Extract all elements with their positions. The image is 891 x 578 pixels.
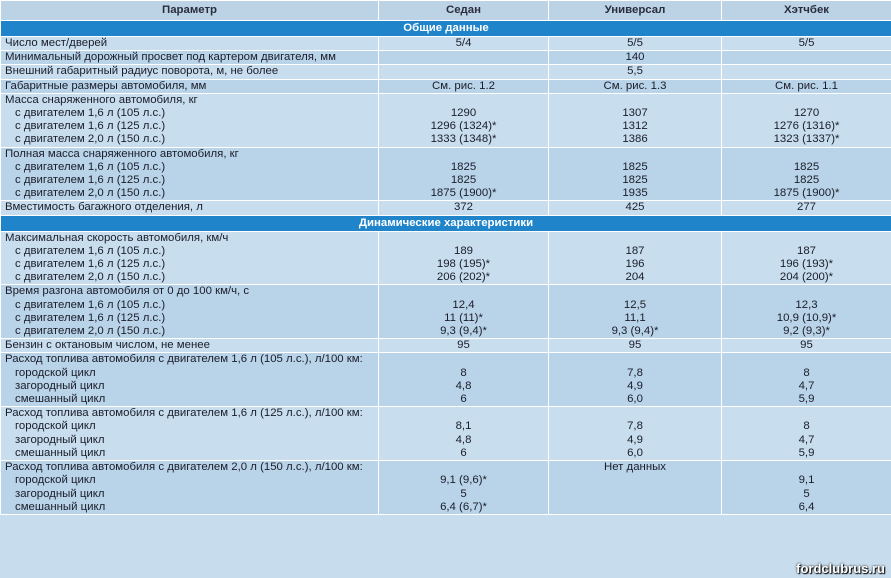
parameter-cell (1, 285, 379, 339)
value: 1323 (1337)* (773, 133, 840, 146)
value: 4,7 (798, 379, 815, 392)
value (726, 407, 887, 420)
value: 196 (193)* (779, 258, 834, 271)
wagon-value-cell (549, 93, 722, 147)
value: 204 (625, 271, 645, 284)
empty-cell (379, 51, 549, 65)
parameter-cell (1, 51, 379, 65)
parameter-cell (1, 231, 379, 285)
common-value-cell (549, 65, 722, 79)
header-parameter: Параметр (1, 1, 379, 21)
value: 9,2 (9,3)* (783, 325, 830, 338)
value: 9,3 (9,4)* (611, 325, 659, 338)
parameter-sub-label: с двигателем 1,6 л (105 л.с.) (15, 107, 166, 120)
wagon-value-cell (549, 407, 722, 461)
value: 6,0 (627, 393, 643, 406)
value: 187 (796, 244, 816, 257)
parameter-sub-label: городской цикл (15, 474, 96, 487)
sedan-value-cell (379, 461, 549, 515)
sedan-value-cell (379, 407, 549, 461)
value: 4,8 (455, 433, 472, 446)
value: 187 (625, 244, 645, 257)
header-row (1, 1, 891, 21)
value: 11 (11)* (444, 311, 483, 324)
sedan-value-cell (379, 93, 549, 147)
parameter-cell (1, 201, 379, 215)
value: 6 (460, 393, 467, 406)
value: 425 (625, 201, 645, 214)
value: 1296 (1324)* (430, 120, 497, 133)
parameter-cell (1, 147, 379, 201)
value: 1825 (450, 174, 477, 187)
wagon-value-cell (549, 201, 722, 215)
table-row (1, 353, 891, 407)
value (383, 353, 544, 366)
value (726, 232, 887, 245)
value (553, 501, 717, 514)
table-row (1, 407, 891, 461)
parameter-sub-label: смешанный цикл (15, 393, 106, 406)
value (553, 285, 717, 298)
value (726, 353, 887, 366)
parameter-cell (1, 407, 379, 461)
sedan-value-cell (379, 147, 549, 201)
hatchback-value-cell (722, 407, 891, 461)
value: 372 (453, 201, 473, 214)
value: 204 (200)* (779, 271, 834, 284)
value: 1386 (622, 133, 648, 146)
table-row (1, 339, 891, 353)
empty-cell (722, 65, 891, 79)
value: 5 (803, 487, 810, 500)
parameter-label: Масса снаряженного автомобиля, кг (5, 93, 198, 106)
value (726, 148, 887, 161)
value: 1825 (622, 160, 648, 173)
parameter-sub-label: с двигателем 2,0 л (150 л.с.) (15, 133, 166, 146)
value: 4,9 (627, 433, 643, 446)
value (383, 232, 544, 245)
value: 189 (453, 244, 473, 257)
hatchback-value-cell (722, 37, 891, 51)
parameter-sub-label: с двигателем 2,0 л (150 л.с.) (15, 187, 166, 200)
value (553, 94, 717, 107)
value: 140 (625, 51, 645, 64)
parameter-cell (1, 79, 379, 93)
parameter-sub-label: с двигателем 2,0 л (150 л.с.) (15, 271, 166, 284)
table-row (1, 79, 891, 93)
value (553, 488, 717, 501)
wagon-value-cell (549, 37, 722, 51)
value: 95 (800, 339, 813, 352)
parameter-cell (1, 37, 379, 51)
parameter-sub-label: загородный цикл (15, 487, 105, 500)
wagon-value-cell (549, 339, 722, 353)
table-row (1, 93, 891, 147)
hatchback-value-cell (722, 201, 891, 215)
value: 1276 (1316)* (773, 120, 840, 133)
parameter-label: Минимальный дорожный просвет под картером двигателя, мм (5, 51, 336, 64)
value: 4,9 (627, 379, 643, 392)
value: 10,9 (10,9)* (776, 311, 837, 324)
header-sedan: Седан (379, 1, 549, 21)
value: 7,8 (627, 420, 643, 433)
parameter-sub-label: с двигателем 1,6 л (105 л.с.) (15, 160, 166, 173)
value: 4,8 (455, 379, 472, 392)
value: 5/5 (798, 37, 815, 49)
value: 95 (628, 339, 642, 352)
value: 1825 (793, 174, 820, 187)
parameter-cell (1, 65, 379, 79)
hatchback-value-cell (722, 231, 891, 285)
hatchback-value-cell (722, 353, 891, 407)
value: 9,1 (9,6)* (440, 474, 487, 487)
hatchback-value-cell (722, 93, 891, 147)
wagon-value-cell (549, 285, 722, 339)
parameter-sub-label: с двигателем 1,6 л (105 л.с.) (15, 244, 166, 257)
parameter-sub-label: с двигателем 1,6 л (105 л.с.) (15, 298, 166, 311)
wagon-value-cell (549, 79, 722, 93)
value (726, 94, 887, 107)
wagon-value-cell (549, 147, 722, 201)
value: 1270 (793, 107, 820, 120)
value: См. рис. 1.3 (603, 79, 667, 92)
parameter-label: Вместимость багажного отделения, л (5, 201, 203, 214)
value (553, 474, 717, 487)
section-title: Общие данные (1, 21, 891, 37)
value (726, 461, 887, 474)
specs-body (1, 21, 891, 515)
empty-cell (722, 51, 891, 65)
value: См. рис. 1.1 (775, 79, 838, 92)
value: 5/5 (627, 37, 643, 49)
value: 8 (803, 366, 810, 379)
parameter-sub-label: с двигателем 1,6 л (125 л.с.) (15, 258, 166, 271)
common-value-cell (549, 51, 722, 65)
value: 1825 (622, 174, 648, 187)
value: 6,4 (6,7)* (440, 500, 487, 513)
value: 5/4 (455, 37, 472, 49)
value (726, 285, 887, 298)
parameter-label: Число мест/дверей (5, 37, 108, 49)
sedan-value-cell (379, 37, 549, 51)
value: 5,9 (798, 446, 815, 459)
parameter-label: Габаритные размеры автомобиля, мм (5, 79, 207, 92)
parameter-cell (1, 93, 379, 147)
value: 6 (460, 446, 467, 459)
parameter-label: Расход топлива автомобиля с двигателем 1,6 л (105 л.с.), л/100 км: (5, 353, 363, 366)
value: 196 (625, 258, 645, 271)
value: 8 (460, 366, 467, 379)
table-row (1, 231, 891, 285)
value: 5,9 (798, 393, 815, 406)
section-header-row (1, 21, 891, 37)
parameter-sub-label: с двигателем 1,6 л (125 л.с.) (15, 120, 166, 133)
value: 1307 (622, 107, 648, 120)
parameter-label: Внешний габаритный радиус поворота, м, не более (5, 65, 279, 78)
parameter-sub-label: городской цикл (15, 366, 96, 379)
value: 6,4 (798, 500, 815, 513)
table-row (1, 65, 891, 79)
value: 1875 (1900)* (430, 187, 497, 200)
header-hatchback: Хэтчбек (722, 1, 891, 21)
value (553, 353, 717, 366)
parameter-sub-label: смешанный цикл (15, 446, 106, 459)
value: 9,1 (798, 474, 815, 487)
parameter-sub-label: загородный цикл (15, 379, 105, 392)
value: 11,1 (624, 311, 646, 324)
parameter-label: Расход топлива автомобиля с двигателем 2,0 л (150 л.с.), л/100 км: (5, 461, 363, 474)
value (553, 232, 717, 245)
parameter-sub-label: с двигателем 2,0 л (150 л.с.) (15, 325, 166, 338)
value: См. рис. 1.2 (432, 79, 495, 92)
table-row (1, 37, 891, 51)
hatchback-value-cell (722, 339, 891, 353)
value: 1935 (622, 187, 648, 200)
parameter-label: Бензин с октановым числом, не менее (5, 339, 210, 352)
value: 5 (460, 487, 467, 500)
value: 1875 (1900)* (773, 187, 840, 200)
value: 1312 (622, 120, 648, 133)
table-row (1, 461, 891, 515)
value: 1290 (450, 107, 477, 120)
value: 4,7 (798, 433, 815, 446)
parameter-label: Максимальная скорость автомобиля, км/ч (5, 231, 229, 244)
value: 1825 (450, 160, 477, 173)
watermark: fordclubrus.ru (796, 561, 885, 576)
value: 12,4 (452, 298, 475, 311)
value: Нет данных (603, 461, 666, 474)
value: 8 (803, 420, 810, 433)
parameter-cell (1, 353, 379, 407)
value: 12,3 (795, 298, 818, 311)
parameter-sub-label: городской цикл (15, 420, 96, 433)
parameter-label: Полная масса снаряженного автомобиля, кг (5, 147, 239, 160)
parameter-label: Время разгона автомобиля от 0 до 100 км/ч, с (5, 285, 250, 298)
value (553, 148, 717, 161)
sedan-value-cell (379, 231, 549, 285)
parameter-sub-label: загородный цикл (15, 433, 105, 446)
value: 7,8 (627, 366, 643, 379)
wagon-value-cell (549, 353, 722, 407)
hatchback-value-cell (722, 461, 891, 515)
value (383, 407, 544, 420)
value (383, 461, 544, 474)
parameter-sub-label: с двигателем 1,6 л (125 л.с.) (15, 311, 166, 324)
value: 8,1 (455, 420, 472, 433)
sedan-value-cell (379, 201, 549, 215)
wagon-value-cell (549, 231, 722, 285)
value (383, 148, 544, 161)
value: 277 (796, 201, 816, 214)
table-row (1, 285, 891, 339)
hatchback-value-cell (722, 285, 891, 339)
section-title: Динамические характеристики (1, 215, 891, 231)
value (383, 285, 544, 298)
parameter-cell (1, 339, 379, 353)
value: 12,5 (623, 298, 647, 311)
value: 198 (195)* (436, 258, 491, 271)
header-wagon: Универсал (549, 1, 722, 21)
sedan-value-cell (379, 285, 549, 339)
parameter-label: Расход топлива автомобиля с двигателем 1,6 л (125 л.с.), л/100 км: (5, 407, 363, 420)
value: 9,3 (9,4)* (440, 325, 487, 338)
value: 6,0 (627, 446, 643, 459)
table-row (1, 51, 891, 65)
value (383, 94, 544, 107)
wagon-value-cell (549, 461, 722, 515)
parameter-sub-label: с двигателем 1,6 л (125 л.с.) (15, 174, 166, 187)
value: 95 (457, 339, 470, 352)
sedan-value-cell (379, 353, 549, 407)
value (553, 407, 717, 420)
parameter-sub-label: смешанный цикл (15, 500, 106, 513)
value: 5,5 (627, 65, 643, 78)
value: 1333 (1348)* (430, 133, 497, 146)
hatchback-value-cell (722, 79, 891, 93)
value: 206 (202)* (436, 271, 491, 284)
empty-cell (379, 65, 549, 79)
hatchback-value-cell (722, 147, 891, 201)
sedan-value-cell (379, 79, 549, 93)
section-header-row (1, 215, 891, 231)
sedan-value-cell (379, 339, 549, 353)
value: 1825 (793, 160, 820, 173)
table-row (1, 147, 891, 201)
parameter-cell (1, 461, 379, 515)
table-row (1, 201, 891, 215)
